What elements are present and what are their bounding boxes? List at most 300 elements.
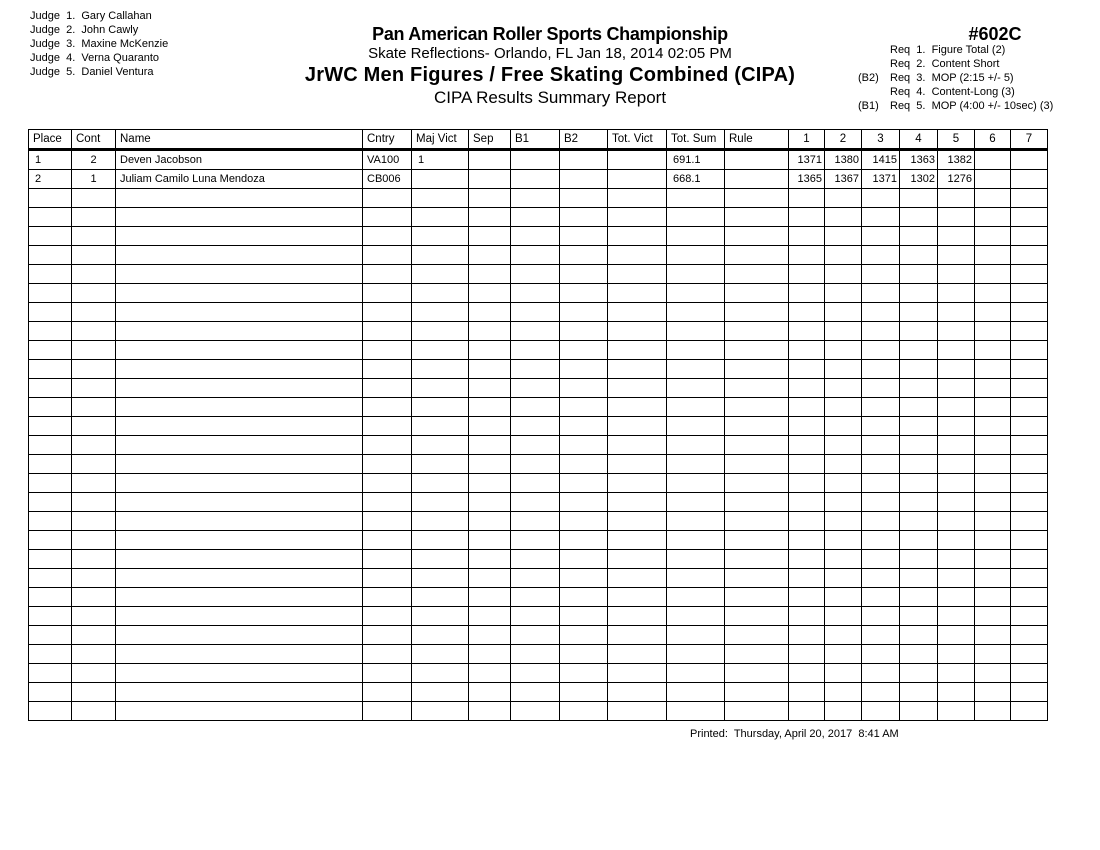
empty-cell (608, 455, 667, 474)
empty-cell (560, 265, 608, 284)
empty-cell (560, 208, 608, 227)
empty-cell (608, 626, 667, 645)
empty-cell (900, 550, 938, 569)
judge-2: Judge 2. John Cawly (30, 24, 139, 36)
empty-cell (900, 683, 938, 702)
empty-cell (667, 455, 725, 474)
cell-name: Deven Jacobson (116, 150, 363, 170)
empty-cell (862, 303, 900, 322)
empty-cell (511, 436, 560, 455)
empty-cell (825, 569, 862, 588)
empty-cell (29, 626, 72, 645)
empty-cell (938, 512, 975, 531)
empty-cell (825, 588, 862, 607)
empty-cell (469, 626, 511, 645)
col-cont: Cont (72, 130, 116, 150)
empty-cell (560, 474, 608, 493)
empty-cell (862, 436, 900, 455)
empty-cell (1011, 208, 1048, 227)
empty-cell (667, 702, 725, 721)
empty-cell (412, 683, 469, 702)
table-header-row (29, 130, 1048, 150)
empty-cell (72, 455, 116, 474)
empty-cell (667, 360, 725, 379)
empty-cell (1011, 341, 1048, 360)
empty-cell (116, 550, 363, 569)
empty-cell (725, 474, 789, 493)
empty-cell (608, 569, 667, 588)
empty-cell (789, 227, 825, 246)
empty-cell (789, 208, 825, 227)
empty-cell (789, 569, 825, 588)
empty-cell (900, 379, 938, 398)
col-tot-vict: Tot. Vict (608, 130, 667, 150)
empty-cell (725, 284, 789, 303)
empty-cell (667, 227, 725, 246)
empty-cell (363, 512, 412, 531)
empty-cell (363, 702, 412, 721)
empty-cell (363, 398, 412, 417)
empty-cell (667, 284, 725, 303)
empty-cell (469, 227, 511, 246)
empty-cell (938, 664, 975, 683)
empty-cell (975, 208, 1011, 227)
empty-cell (469, 417, 511, 436)
empty-cell (789, 303, 825, 322)
requirement-4: Req 4. Content-Long (3) (890, 86, 1015, 98)
empty-cell (72, 664, 116, 683)
empty-cell (72, 303, 116, 322)
cell-judge-3: 1371 (862, 170, 900, 189)
event-number: #602C (968, 24, 1022, 44)
cell-judge-7 (1011, 170, 1048, 189)
judge-3: Judge 3. Maxine McKenzie (30, 38, 169, 50)
empty-cell (29, 455, 72, 474)
empty-cell (469, 322, 511, 341)
empty-cell (608, 550, 667, 569)
empty-cell (667, 398, 725, 417)
empty-cell (938, 474, 975, 493)
empty-cell (862, 455, 900, 474)
empty-table-row (29, 550, 1048, 569)
empty-cell (725, 512, 789, 531)
col-place: Place (29, 130, 72, 150)
empty-cell (900, 189, 938, 208)
empty-cell (560, 189, 608, 208)
table-row (29, 170, 1048, 189)
empty-cell (667, 436, 725, 455)
empty-cell (560, 664, 608, 683)
empty-cell (363, 189, 412, 208)
empty-cell (116, 189, 363, 208)
empty-cell (29, 417, 72, 436)
empty-cell (29, 398, 72, 417)
empty-cell (789, 664, 825, 683)
empty-cell (825, 246, 862, 265)
empty-cell (789, 455, 825, 474)
empty-cell (511, 588, 560, 607)
empty-cell (789, 645, 825, 664)
empty-cell (560, 702, 608, 721)
empty-cell (511, 227, 560, 246)
empty-cell (511, 455, 560, 474)
empty-cell (29, 588, 72, 607)
empty-cell (975, 607, 1011, 626)
empty-cell (825, 493, 862, 512)
empty-table-row (29, 626, 1048, 645)
empty-cell (72, 550, 116, 569)
empty-cell (725, 322, 789, 341)
empty-cell (725, 569, 789, 588)
empty-cell (469, 341, 511, 360)
empty-cell (862, 322, 900, 341)
cell-name: Juliam Camilo Luna Mendoza (116, 170, 363, 189)
empty-cell (511, 341, 560, 360)
empty-cell (1011, 246, 1048, 265)
empty-table-row (29, 379, 1048, 398)
empty-cell (825, 417, 862, 436)
empty-cell (412, 227, 469, 246)
empty-cell (938, 683, 975, 702)
cell-b2 (560, 170, 608, 189)
empty-cell (560, 303, 608, 322)
empty-cell (825, 227, 862, 246)
empty-cell (511, 417, 560, 436)
empty-cell (725, 208, 789, 227)
cell-tot-vict (608, 170, 667, 189)
empty-cell (900, 455, 938, 474)
cell-judge-4: 1302 (900, 170, 938, 189)
empty-cell (363, 493, 412, 512)
empty-cell (862, 493, 900, 512)
empty-cell (469, 664, 511, 683)
empty-cell (862, 550, 900, 569)
empty-cell (412, 360, 469, 379)
empty-cell (900, 341, 938, 360)
empty-cell (1011, 531, 1048, 550)
empty-cell (862, 398, 900, 417)
empty-cell (72, 265, 116, 284)
empty-table-row (29, 474, 1048, 493)
empty-cell (1011, 607, 1048, 626)
empty-cell (116, 702, 363, 721)
empty-cell (469, 208, 511, 227)
empty-cell (825, 322, 862, 341)
empty-cell (511, 303, 560, 322)
empty-cell (412, 531, 469, 550)
empty-cell (29, 379, 72, 398)
cell-cntry: VA100 (363, 150, 412, 170)
empty-cell (725, 531, 789, 550)
cell-judge-3: 1415 (862, 150, 900, 170)
report-title-block (250, 24, 850, 109)
empty-cell (511, 360, 560, 379)
judges-list (30, 9, 168, 79)
empty-table-row (29, 265, 1048, 284)
empty-cell (789, 626, 825, 645)
empty-cell (560, 550, 608, 569)
empty-cell (412, 398, 469, 417)
empty-cell (469, 683, 511, 702)
col-judge-1: 1 (789, 130, 825, 150)
empty-cell (608, 607, 667, 626)
empty-cell (469, 588, 511, 607)
empty-cell (560, 322, 608, 341)
empty-cell (725, 265, 789, 284)
empty-cell (825, 398, 862, 417)
empty-cell (29, 607, 72, 626)
empty-cell (469, 569, 511, 588)
empty-table-row (29, 398, 1048, 417)
col-b2: B2 (560, 130, 608, 150)
empty-cell (608, 303, 667, 322)
empty-cell (412, 303, 469, 322)
empty-cell (862, 569, 900, 588)
empty-cell (560, 683, 608, 702)
empty-cell (511, 664, 560, 683)
empty-cell (667, 493, 725, 512)
cell-rule (725, 170, 789, 189)
empty-cell (825, 607, 862, 626)
empty-cell (938, 702, 975, 721)
empty-table-row (29, 588, 1048, 607)
empty-cell (1011, 360, 1048, 379)
cell-judge-6 (975, 150, 1011, 170)
empty-cell (975, 341, 1011, 360)
empty-cell (560, 436, 608, 455)
empty-cell (900, 208, 938, 227)
empty-cell (608, 645, 667, 664)
empty-cell (560, 607, 608, 626)
empty-cell (900, 322, 938, 341)
empty-cell (667, 531, 725, 550)
empty-cell (469, 189, 511, 208)
empty-cell (116, 284, 363, 303)
empty-table-row (29, 455, 1048, 474)
empty-cell (938, 531, 975, 550)
empty-cell (412, 341, 469, 360)
empty-cell (363, 208, 412, 227)
empty-cell (825, 208, 862, 227)
empty-cell (116, 417, 363, 436)
empty-cell (975, 227, 1011, 246)
empty-cell (725, 664, 789, 683)
empty-cell (29, 569, 72, 588)
empty-cell (29, 683, 72, 702)
cell-place: 2 (29, 170, 72, 189)
empty-table-row (29, 436, 1048, 455)
col-judge-4: 4 (900, 130, 938, 150)
empty-cell (412, 645, 469, 664)
empty-cell (1011, 379, 1048, 398)
empty-cell (725, 341, 789, 360)
empty-cell (825, 626, 862, 645)
empty-cell (1011, 189, 1048, 208)
empty-cell (975, 398, 1011, 417)
empty-cell (667, 512, 725, 531)
empty-cell (560, 284, 608, 303)
empty-cell (900, 303, 938, 322)
empty-cell (789, 683, 825, 702)
empty-cell (412, 379, 469, 398)
empty-cell (560, 341, 608, 360)
empty-cell (975, 322, 1011, 341)
empty-cell (900, 417, 938, 436)
empty-cell (511, 284, 560, 303)
empty-cell (825, 303, 862, 322)
empty-cell (608, 398, 667, 417)
empty-cell (975, 455, 1011, 474)
empty-cell (900, 265, 938, 284)
empty-cell (116, 398, 363, 417)
empty-cell (975, 303, 1011, 322)
empty-cell (511, 702, 560, 721)
empty-cell (72, 702, 116, 721)
empty-cell (1011, 702, 1048, 721)
empty-cell (412, 512, 469, 531)
empty-cell (116, 645, 363, 664)
empty-cell (938, 360, 975, 379)
empty-cell (412, 493, 469, 512)
empty-cell (412, 246, 469, 265)
empty-cell (1011, 227, 1048, 246)
empty-cell (789, 607, 825, 626)
empty-cell (116, 474, 363, 493)
empty-cell (608, 683, 667, 702)
empty-cell (1011, 417, 1048, 436)
empty-cell (72, 341, 116, 360)
empty-cell (667, 303, 725, 322)
empty-cell (469, 246, 511, 265)
empty-cell (469, 436, 511, 455)
cell-judge-7 (1011, 150, 1048, 170)
empty-cell (862, 246, 900, 265)
empty-cell (900, 702, 938, 721)
empty-cell (975, 189, 1011, 208)
empty-cell (938, 284, 975, 303)
empty-cell (363, 588, 412, 607)
empty-table-row (29, 417, 1048, 436)
empty-cell (469, 303, 511, 322)
empty-cell (116, 436, 363, 455)
empty-cell (608, 588, 667, 607)
col-judge-6: 6 (975, 130, 1011, 150)
empty-cell (511, 398, 560, 417)
empty-cell (725, 303, 789, 322)
empty-cell (725, 455, 789, 474)
empty-cell (363, 417, 412, 436)
empty-cell (789, 379, 825, 398)
col-maj-vict: Maj Vict (412, 130, 469, 150)
cell-sep (469, 150, 511, 170)
empty-cell (1011, 550, 1048, 569)
empty-cell (789, 531, 825, 550)
empty-cell (1011, 398, 1048, 417)
empty-cell (725, 360, 789, 379)
empty-cell (363, 284, 412, 303)
empty-cell (975, 379, 1011, 398)
judge-4: Judge 4. Verna Quaranto (30, 52, 160, 64)
empty-cell (608, 284, 667, 303)
empty-cell (72, 436, 116, 455)
empty-table-row (29, 664, 1048, 683)
empty-cell (862, 607, 900, 626)
empty-cell (29, 512, 72, 531)
col-tot-sum: Tot. Sum (667, 130, 725, 150)
empty-cell (560, 493, 608, 512)
empty-cell (862, 417, 900, 436)
empty-cell (560, 531, 608, 550)
empty-cell (1011, 645, 1048, 664)
requirement-3: (B2) Req 3. MOP (2:15 +/- 5) (858, 72, 1014, 84)
empty-cell (667, 265, 725, 284)
empty-cell (667, 208, 725, 227)
cell-tot-sum: 668.1 (667, 170, 725, 189)
empty-cell (1011, 683, 1048, 702)
empty-cell (975, 645, 1011, 664)
empty-cell (363, 246, 412, 265)
empty-cell (667, 550, 725, 569)
empty-cell (862, 683, 900, 702)
results-table (28, 129, 1048, 721)
empty-cell (511, 531, 560, 550)
empty-cell (1011, 303, 1048, 322)
empty-cell (667, 417, 725, 436)
empty-cell (975, 702, 1011, 721)
empty-cell (363, 664, 412, 683)
empty-cell (560, 246, 608, 265)
empty-cell (938, 341, 975, 360)
empty-cell (900, 493, 938, 512)
empty-cell (667, 379, 725, 398)
empty-cell (511, 683, 560, 702)
empty-cell (363, 227, 412, 246)
empty-cell (900, 626, 938, 645)
empty-cell (789, 398, 825, 417)
empty-cell (560, 569, 608, 588)
empty-cell (116, 379, 363, 398)
empty-cell (608, 702, 667, 721)
empty-cell (412, 265, 469, 284)
empty-cell (29, 227, 72, 246)
empty-cell (412, 208, 469, 227)
cell-judge-4: 1363 (900, 150, 938, 170)
empty-table-row (29, 493, 1048, 512)
empty-cell (975, 474, 1011, 493)
empty-cell (725, 189, 789, 208)
empty-cell (789, 322, 825, 341)
judge-1: Judge 1. Gary Callahan (30, 10, 152, 22)
empty-cell (667, 626, 725, 645)
empty-cell (511, 189, 560, 208)
empty-cell (825, 455, 862, 474)
requirement-5: (B1) Req 5. MOP (4:00 +/- 10sec) (3) (858, 100, 1054, 112)
empty-cell (72, 626, 116, 645)
empty-cell (667, 341, 725, 360)
empty-cell (511, 626, 560, 645)
empty-cell (900, 474, 938, 493)
empty-cell (725, 626, 789, 645)
empty-cell (725, 683, 789, 702)
empty-cell (1011, 588, 1048, 607)
empty-cell (862, 379, 900, 398)
empty-cell (412, 569, 469, 588)
empty-cell (938, 588, 975, 607)
empty-cell (116, 303, 363, 322)
empty-cell (511, 474, 560, 493)
empty-cell (412, 474, 469, 493)
empty-cell (511, 493, 560, 512)
